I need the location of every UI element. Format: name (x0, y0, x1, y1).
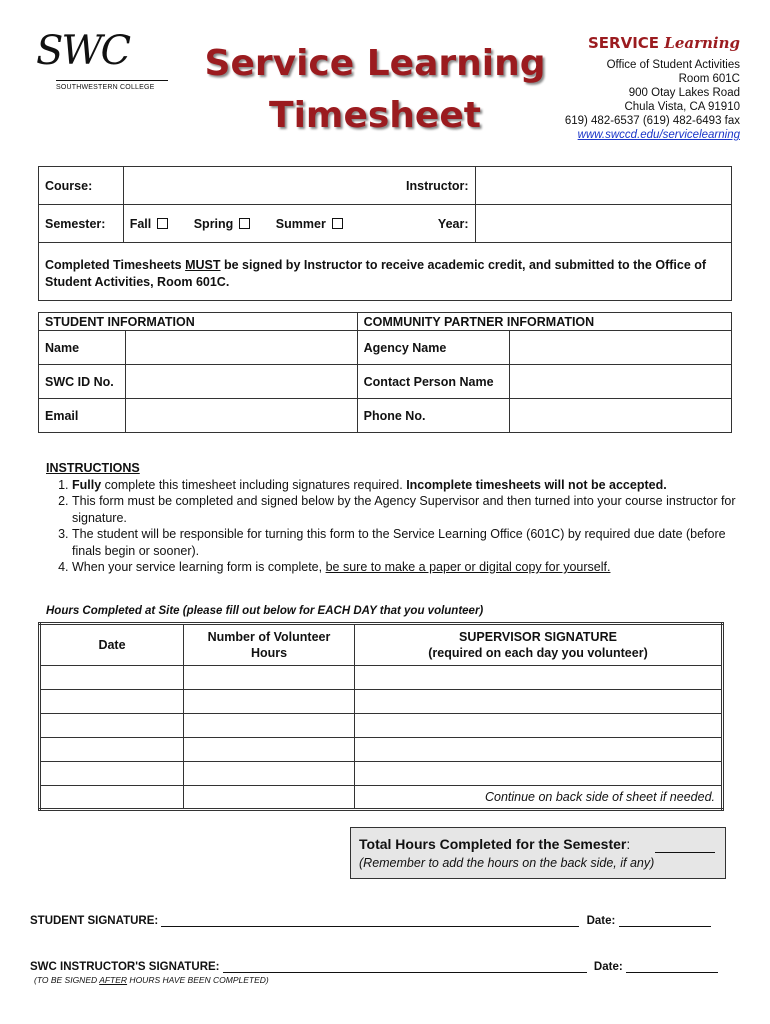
note-text: be signed by Instructor to receive academic credit, and submitted to the Office of Student Activities, Room 601C. (45, 257, 707, 289)
date-header: Date (40, 624, 184, 666)
student-date-line[interactable] (619, 914, 711, 927)
signature-cell[interactable] (355, 762, 723, 786)
total-hours-box (350, 827, 726, 879)
student-signature-label: STUDENT SIGNATURE: (30, 915, 159, 927)
year-label: Year: (393, 205, 475, 243)
address-line: Room 601C (678, 73, 740, 85)
college-logo (30, 28, 170, 98)
hours-table (38, 622, 724, 811)
page-title (200, 38, 550, 142)
supervisor-signature-header: SUPERVISOR SIGNATURE (required on each day you volunteer) (355, 624, 723, 666)
signature-cell[interactable] (355, 690, 723, 714)
email-label: Email (39, 399, 126, 433)
address-phone: 619) 482-6537 (619) 482-6493 fax (564, 115, 740, 127)
instructions-heading: INSTRUCTIONS (46, 461, 140, 475)
agency-name-field[interactable] (510, 331, 732, 365)
instructions (46, 460, 736, 576)
partner-info-header: COMMUNITY PARTNER INFORMATION (357, 313, 731, 331)
instructor-date-line[interactable] (626, 960, 718, 973)
signature-footnote: (TO BE SIGNED AFTER HOURS HAVE BEEN COMPLETED) (34, 975, 269, 985)
service-learning-brand (588, 34, 740, 52)
total-hours-field[interactable] (655, 852, 715, 853)
phone-field[interactable] (510, 399, 732, 433)
student-signature-row (30, 914, 711, 927)
signature-cell[interactable] (355, 714, 723, 738)
instructor-signature-label: SWC INSTRUCTOR'S SIGNATURE: (30, 961, 220, 973)
contact-person-label: Contact Person Name (357, 365, 509, 399)
student-info-header: STUDENT INFORMATION (39, 313, 358, 331)
agency-name-label: Agency Name (357, 331, 509, 365)
date-cell[interactable] (40, 666, 184, 690)
total-reminder: (Remember to add the hours on the back side, if any) (359, 856, 655, 870)
info-table (38, 312, 732, 433)
hours-cell[interactable] (184, 762, 355, 786)
date-cell[interactable] (40, 762, 184, 786)
address-line: 900 Otay Lakes Road (628, 87, 740, 99)
instructor-signature-row (30, 960, 718, 973)
spring-checkbox[interactable] (239, 218, 250, 229)
address-line: Chula Vista, CA 91910 (624, 101, 740, 113)
signature-cell[interactable] (355, 738, 723, 762)
year-field[interactable] (475, 205, 731, 243)
date-cell[interactable] (40, 738, 184, 762)
swc-id-label: SWC ID No. (39, 365, 126, 399)
office-address (565, 58, 740, 142)
instruction-item: 2. This form must be completed and signed below by the Agency Supervisor and then turned into your course instructor for signature. (72, 493, 736, 526)
phone-label: Phone No. (357, 399, 509, 433)
course-table (38, 166, 732, 301)
address-line: Office of Student Activities (606, 59, 740, 71)
note-must: MUST (185, 257, 221, 272)
title-line-2: Timesheet (269, 95, 481, 136)
fall-label: Fall (129, 216, 152, 231)
signature-cell[interactable] (355, 666, 723, 690)
brand-learning: Learning (664, 34, 740, 52)
hours-cell[interactable] (184, 690, 355, 714)
fall-checkbox[interactable] (157, 218, 168, 229)
credit-note (39, 243, 732, 301)
date-cell[interactable] (40, 786, 184, 810)
logo-text: SWC (36, 28, 130, 74)
note-text: Completed Timesheets (45, 257, 186, 272)
contact-person-field[interactable] (510, 365, 732, 399)
instruction-item: 3. The student will be responsible for turning this form to the Service Learning Office (601C) by required due date (before finals begin or sooner). (72, 526, 736, 559)
email-field[interactable] (125, 399, 357, 433)
student-date-label: Date: (586, 915, 616, 927)
student-signature-line[interactable] (161, 914, 579, 927)
instruction-item: 1. Fully complete this timesheet including signatures required. Incomplete timesheets will not be accepted. (72, 477, 736, 494)
hours-cell[interactable] (184, 666, 355, 690)
hours-header: Number of Volunteer Hours (184, 624, 355, 666)
semester-options (123, 205, 393, 243)
name-field[interactable] (125, 331, 357, 365)
hours-cell[interactable] (184, 786, 355, 810)
total-hours-label: Total Hours Completed for the Semester: (359, 836, 631, 852)
spring-label: Spring (193, 216, 234, 231)
logo-rule (56, 80, 168, 81)
swc-id-field[interactable] (125, 365, 357, 399)
instructor-date-label: Date: (593, 961, 623, 973)
name-label: Name (39, 331, 126, 365)
instruction-item: 4. When your service learning form is complete, be sure to make a paper or digital copy for yourself. (72, 559, 736, 576)
date-cell[interactable] (40, 714, 184, 738)
summer-checkbox[interactable] (332, 218, 343, 229)
brand-service: SERVICE (588, 34, 660, 52)
logo-subtitle: SOUTHWESTERN COLLEGE (56, 84, 155, 91)
website-link[interactable]: www.swccd.edu/servicelearning (577, 129, 740, 141)
date-cell[interactable] (40, 690, 184, 714)
course-field[interactable] (123, 167, 393, 205)
instructor-field[interactable] (475, 167, 731, 205)
title-line-1: Service Learning (204, 43, 546, 84)
hours-caption: Hours Completed at Site (please fill out below for EACH DAY that you volunteer) (46, 605, 484, 617)
course-label: Course: (39, 167, 124, 205)
semester-label: Semester: (39, 205, 124, 243)
hours-cell[interactable] (184, 714, 355, 738)
continue-note: Continue on back side of sheet if needed. (355, 786, 723, 810)
instructor-signature-line[interactable] (223, 960, 587, 973)
summer-label: Summer (275, 216, 326, 231)
instructor-label: Instructor: (393, 167, 475, 205)
hours-cell[interactable] (184, 738, 355, 762)
